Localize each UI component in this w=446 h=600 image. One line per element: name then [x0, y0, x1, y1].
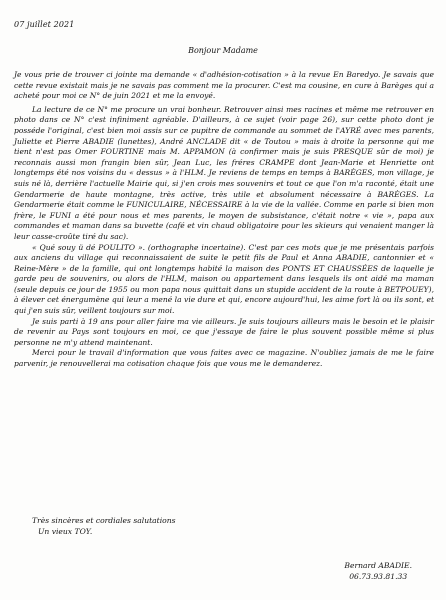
- paragraph-5: Merci pour le travail d'information que vous faites avec ce magazine. N'oubliez jamais de me le faire parvenir, je renouvellerai ma cotisation chaque fois que vous me le demanderez.: [14, 348, 434, 369]
- paragraph-3: « Qué souy ü dé POULITO ». (orthographe incertaine). C'est par ces mots que je me présentais parfois aux anciens du village qui reconnaissaient de suite le petit fils de Paul et Anna ABADIE, cantonnier et « Reine-Mère » de la famille, qui ont longtemps habité la maison des PONTS ET CHAUSSÉES de laquelle je garde peu de souvenirs, ou alors de l'HLM, maison ou appartement dans lesquels ils ont aidé ma maman (seule depuis ce jour de 1955 ou mon papa nous quittait dans un stupide accident de la route à BETPOUEY), à élever cet énergumène qui leur a mené la vie dure et qui, encore aujourd'hui, les aime fort là ou ils sont, et qui j'en suis sûr, veillent toujours sur moi.: [14, 242, 434, 316]
- closing-nickname: Un vieux TOY.: [38, 527, 93, 536]
- paragraph-2: La lecture de ce N° me procure un vrai bonheur. Retrouver ainsi mes racines et même me retrouver en photo dans ce N° c'est infiniment agréable. D'ailleurs, à ce sujet (voir page 26), sur cette photo dont je posséde l'original, c'est bien moi assis sur ce pupitre de commande au sommet de l'AYRÉ avec mes parents, Juliette et Pierre ABADIE (lunettes), André ANCLADE dit « de Toutou » mais à droite la personne qui me tient n'est pas Omer FOURTINE mais M. APPAMON (à confirmer mais je suis PRESQUE sûr de moi) je reconnais aussi mon frangin bien sûr, Jean Luc, les fréres CRAMPE dont Jean-Marie et Henriette ont longtemps été nos voisins du « dessus » à l'HLM. Je reviens de temps en temps à BARÈGES, mon village, je suis né là, derrière l'actuelle Mairie qui, si j'en crois mes souvenirs et tout ce que l'on m'a raconté, était une Gendarmerie de haute montagne, très active, très utile et absolument nécessaire à BARÈGES. La Gendarmerie était comme le FUNICULAIRE, NÉCESSAIRE à la vie de la vallée. Comme en parle si bien mon frère, le FUNI a été pour nous et mes parents, le moyen de subsistance, c'était notre « vie », papa aux commandes et maman dans sa buvette (café et vin chaud obligatoire pour les skieurs qui venaient manger là leur casse-croûte tiré du sac).: [14, 104, 434, 241]
- letter-body: [14, 70, 434, 370]
- signature-phone: 06.73.93.81.33: [349, 572, 408, 581]
- signature-name: Bernard ABADIE.: [344, 561, 412, 570]
- paragraph-4: Je suis parti à 19 ans pour aller faire ma vie ailleurs. Je suis toujours ailleurs mais le besoin et le plaisir de revenir au Pays sont toujours en moi, ce que j'essaye de faire le plus souvent possible même si plus personne ne m'y attend maintenant.: [14, 316, 434, 347]
- closing-salutation: Très sincères et cordiales salutations: [32, 516, 176, 525]
- paragraph-1: Je vous prie de trouver ci jointe ma demande « d'adhésion-cotisation » à la revue En Baredyo. Je savais que cette revue existait mais je ne savais pas comment me la procurer. C'est ma cousine, en cure à Barèges qui a acheté pour moi ce N° de juin 2021 et me la envoyé.: [14, 70, 434, 101]
- greeting: Bonjour Madame: [188, 46, 258, 55]
- signature: [344, 560, 412, 582]
- letter-date: 07 juillet 2021: [14, 20, 75, 29]
- closing: [32, 515, 176, 537]
